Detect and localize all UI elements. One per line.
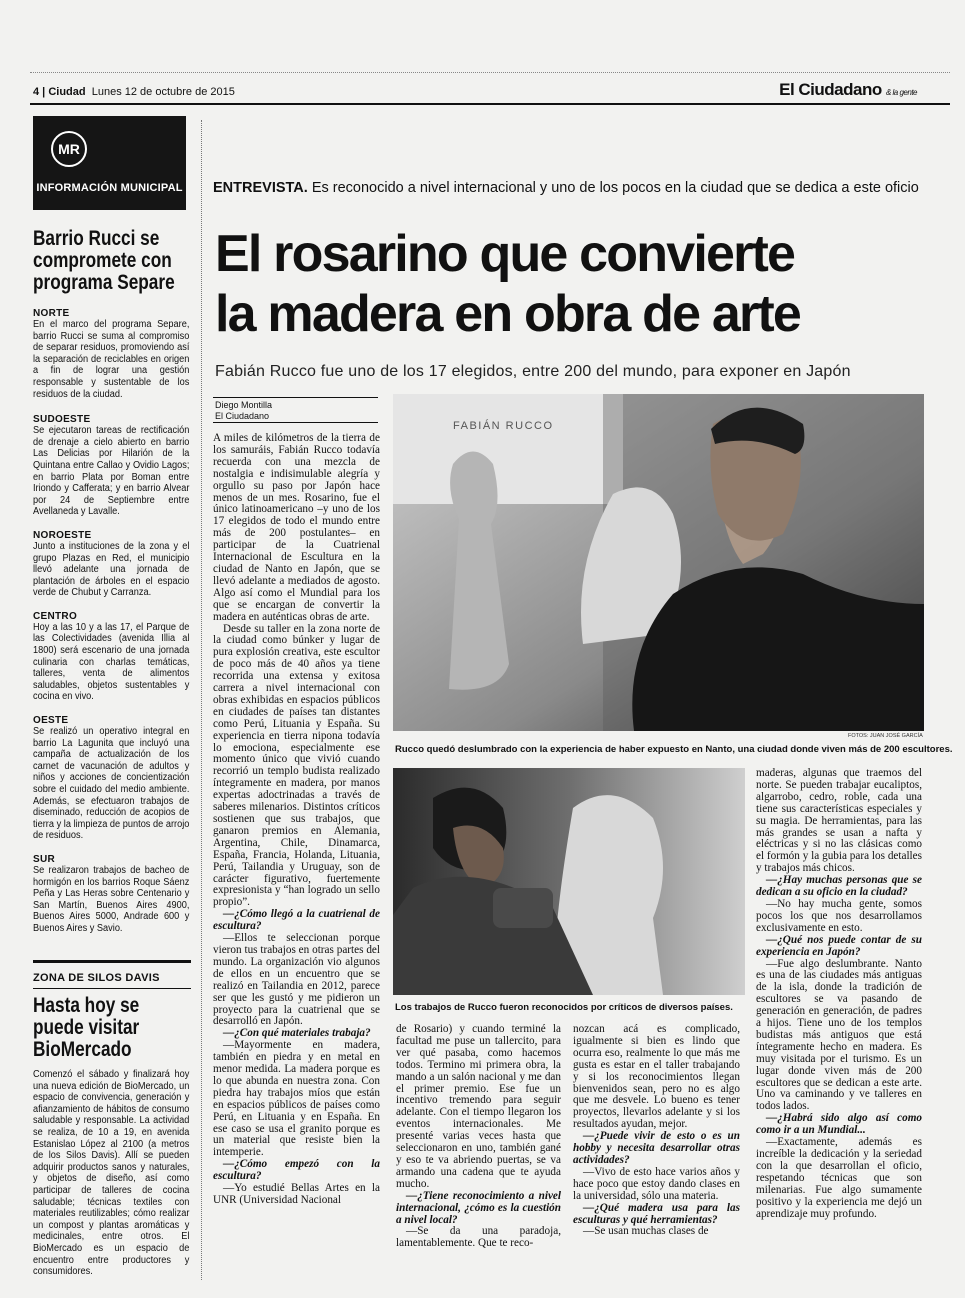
question: —¿Cómo empezó con la escultura?: [213, 1158, 380, 1183]
section-heading: CENTRO: [33, 610, 78, 622]
question: —¿Cómo llegó a la cuatrienal de escultura?: [213, 908, 380, 933]
box2-rule: [33, 960, 191, 963]
byline: [215, 400, 272, 422]
article-column-2: [396, 1024, 561, 1250]
section-text: Se ejecutaron tareas de rectificación de drenaje a cielo abierto en barrio Las Delicias por Hilarión de la Quintana entre Callao y Ovidio Lagos; en barrio Plata por Boman entre Iriondo y Cafferata; y en barrio Alvear por 24 de Septiembre entre Avellaneda y Lavalle.: [33, 425, 190, 518]
paragraph: —Vivo de esto hace varios años y hace poco que estoy dando clases en la universidad, sólo una materia.: [573, 1165, 740, 1202]
brand-name: El Ciudadano: [779, 80, 882, 99]
question: —¿Habrá sido algo así como como ir a un Mundial...: [756, 1112, 922, 1137]
box2-label: ZONA DE SILOS DAVIS: [33, 972, 160, 984]
article-kicker: [213, 180, 919, 196]
box2-divider: [33, 988, 191, 989]
photo-sculptor-portrait: [393, 394, 924, 731]
section-heading: NORTE: [33, 308, 70, 319]
headline-line-2: la madera en obra de arte: [215, 285, 801, 343]
question: —¿Tiene reconocimiento a nivel internacional, ¿cómo es la cuestión a nivel local?: [396, 1189, 561, 1226]
question: —¿Con qué materiales trabaja?: [223, 1027, 371, 1040]
paragraph: —Ellos te seleccionan porque vieron tus trabajos en otras partes del mundo. La organización vio algunos de ellos en un encuentro que se realizó en Tailandia en 2012, parece ser que les gustó y me pidieron un proyecto para la cuatrienal que se desarrolló en Japón.: [213, 932, 380, 1028]
question: —¿Qué madera usa para las esculturas y qué herramientas?: [573, 1201, 740, 1226]
portrait-image: [393, 394, 924, 731]
paragraph: —Fue algo deslumbrante. Nanto es una de las ciudades más antiguas de la isla, donde la tradición de escultores se va pasando de generación en generación, de padres a hijos. Tiene uno de los templos budistas más antiguos que está íntegramente hecho en madera. Es muy visitada por el turismo. Es un lugar donde viven más de 200 escultores que se dedican a este arte. Uno va caminando y ve talleres en todos lados.: [756, 957, 922, 1113]
section-sur: [33, 854, 191, 935]
author-name: Diego Montilla: [215, 400, 273, 410]
section-heading: SUR: [33, 853, 56, 865]
box2-text: Comenzó el sábado y finalizará hoy una nueva edición de BioMercado, un espacio de convivencia, generación y afianzamiento de hábitos de consumo saludable y responsable. La actividad se realiza, de 10 a 19, en avenida Estanislao López al 2100 (a metros de los Silos Davis). Allí se pueden adquirir productos sanos y naturales, y objetos de diseño, así como participar de talleres de cocina saludable; técnicas textiles con materiales reutilizables; cómo realizar un compost y plantas aromáticas y medicinales, entre otros. El BioMercado es un espacio de encuentro entre productores y consumidores.: [33, 1069, 190, 1278]
paragraph: —Exactamente, además es increíble la dedicación y la seriedad con la que desarrollan el oficio, respetando técnicas que son milenarias. Fue algo sumamente positivo y la experiencia me dejó un aprendizaje muy profundo.: [756, 1136, 922, 1220]
article-column-1: [213, 433, 380, 1207]
column-divider: [201, 120, 202, 1280]
working-image: [393, 768, 745, 995]
photo-sculptor-working: [393, 768, 745, 995]
brand-tag: & la gente: [885, 88, 917, 97]
section-text: Junto a instituciones de la zona y el grupo Plazas en Red, el municipio llevó adelante una jornada de plantación de árboles en el espacio verde de Chubut y Carranza.: [33, 540, 190, 599]
mr-logo: MR: [51, 131, 87, 167]
paragraph: —Mayormente en madera, también en piedra y en metal en menor medida. La madera porque es lo que abunda en nuestra zona. Con piedra hay trabajos míos que están en espacios públicos de países como Perú, en Lituania y en España. En ese caso se usa el granito porque es un material que resiste bien la intemperie.: [213, 1039, 380, 1159]
paragraph: —Se usan muchas clases de: [583, 1225, 709, 1238]
paragraph: —Yo estudié Bellas Artes en la UNR (Universidad Nacional: [213, 1182, 380, 1206]
question: —¿Puede vivir de esto o es un hobby y necesita desarrollar otras actividades?: [573, 1130, 740, 1166]
headline-line-1: El rosarino que convierte: [215, 225, 795, 283]
paragraph: —Se da una paradoja, lamentablemente. Que te reco-: [396, 1225, 561, 1250]
sidebar-news: [33, 228, 191, 294]
sidebar-sections: [33, 308, 191, 935]
top-dotted-rule: [30, 72, 950, 73]
page-header: 4 | Ciudad Lunes 12 de octubre de 2015: [33, 86, 235, 98]
paragraph: nozcan acá es complicado, igualmente si bien es lindo que ocurra eso, realmente lo que más me gusta es estar en el taller trabajando y si los reconocimientos llegan bienvenidos sean, pero no es algo que me desvele. Lo bueno es tener proyectos, llevarlos adelante y si los resultados ayudan, mejor.: [573, 1023, 740, 1131]
paragraph: —No hay mucha gente, somos pocos los que nos desarrollamos exclusivamente en esto.: [756, 897, 922, 934]
badge-label: INFORMACIÓN MUNICIPAL: [36, 182, 183, 194]
kicker-label: ENTREVISTA.: [213, 180, 308, 196]
box2-title: Hasta hoy se puede visitar BioMercado: [33, 994, 140, 1061]
section-text: Se realizó un operativo integral en barrio La Lagunita que incluyó una campaña de actualización de los carnet de vacunación de adultos y niños y acciones de concientización sobre el cuidado del medio ambiente. Además, se efectuaron trabajos de diseminado, reducción de acopios de tierra y la limpieza de puntos de arrojo de residuos.: [33, 726, 190, 842]
author-outlet: El Ciudadano: [215, 411, 270, 421]
question: —¿Hay muchas personas que se dedican a su oficio en la ciudad?: [756, 874, 922, 899]
article-subhead: Fabián Rucco fue uno de los 17 elegidos, entre 200 del mundo, para exponer en Japón: [215, 363, 851, 380]
biomercado-box: [33, 972, 191, 1278]
section-oeste: [33, 715, 191, 842]
question: —¿Qué nos puede contar de su experiencia en Japón?: [756, 933, 922, 958]
header-rule: [30, 103, 950, 105]
section-text: Se realizaron trabajos de bacheo de hormigón en los barrios Roque Sáenz Peña y Las Heras sobre Centenario y San Martín, Buenos Aires 4900, Buenos Aires 5000, Andrade 600 y Buenos Aires y Savio.: [33, 864, 190, 934]
section-norte: [33, 308, 191, 400]
article-column-4: [756, 768, 922, 1220]
article-column-3: [573, 1024, 740, 1238]
section-sudoeste: [33, 414, 191, 518]
byline-rule-bottom: [213, 422, 378, 423]
paragraph: maderas, algunas que traemos del norte. Se pueden trabajar eucaliptos, algarrobo, cedro, roble, cada una tiene sus características especiales y su magia. De herramientas, para las más grandes se usan a nafta y eléctricas y si no las clásicas como el formón y la gubia para los detalles y trabajos más chicos.: [756, 767, 922, 875]
sidebar-title: Barrio Rucci se compromete con programa Separe: [33, 227, 175, 294]
paragraph: A miles de kilómetros de la tierra de los samuráis, Fabián Rucco todavía recuerda con una mezcla de nostalgia e indisimulable alegría y orgullo su paso por Japón hace menos de un mes. Rosarino, fue el único latinoamericano –y uno de los 17 elegidos de todo el mundo entre más de 200 postulantes– en participar de la Cuatrienal Internacional de Escultura en la ciudad de Nanto en Japón, que se llevó adelante a mediados de agosto. Algo así como el Mundial para los que se encargan de convertir la madera en auténticas obras de arte.: [213, 432, 380, 623]
page-number: 4: [33, 86, 40, 98]
section-noroeste: [33, 530, 191, 599]
section-heading: SUDOESTE: [33, 414, 91, 426]
issue-date: Lunes 12 de octubre de 2015: [91, 86, 235, 98]
section-heading: OESTE: [33, 715, 69, 727]
section-heading: NOROESTE: [33, 529, 92, 541]
section-centro: [33, 611, 191, 703]
photo1-caption: Rucco quedó deslumbrado con la experiencia de haber expuesto en Nanto, una ciudad donde viven más de 200 escultores.: [395, 744, 953, 755]
article-headline: [215, 224, 935, 344]
section-text: Hoy a las 10 y a las 17, el Parque de las Colectividades (avenida Illia al 1800) será escenario de una jornada culinaria con charlas temáticas, talleres, venta de alimentos saludables, objetos sustentables y cocina en vivo.: [33, 621, 190, 703]
section-text: En el marco del programa Separe, barrio Rucci se suma al compromiso de separar residuos, promoviendo así la separación de reciclables en origen a fin de lograr una gestión responsable y sustentable de los residuos de la ciudad.: [33, 319, 190, 400]
municipal-info-badge: [33, 116, 186, 210]
photo2-caption: Los trabajos de Rucco fueron reconocidos por críticos de diversos países.: [395, 1002, 733, 1013]
paragraph: Desde su taller en la zona norte de la ciudad como búnker y lugar de pura explosión creativa, este escultor de poco más de 40 años ya tiene recorrida una extensa y exitosa carrera a nivel internacional con obras exhibidas en espacios públicos en ciudades de países tan distantes como Perú, Lituania y España. Su experiencia en tierra nipona todavía lo emociona, especialmente ese momento único que vivió cuando recorrió un templo budista realizado íntegramente en madera, por manos expertas adoctrinadas a través de saberes milenarios. Distintos críticos sostienen que sus trabajos, que ganaron premios en Alemania, Argentina, Chile, Dinamarca, España, Francia, Holanda, Lituania, Perú, Tailandia y Uruguay, son de carácter figurativo, fuertemente expresionista y “han logrado un sello propio”.: [213, 622, 380, 909]
byline-rule-top: [213, 397, 378, 398]
photo-credit: FOTOS: JUAN JOSÉ GARCÍA: [848, 733, 923, 739]
paragraph: de Rosario) y cuando terminé la facultad me puse un tallercito, para ver qué pasaba, como hacemos todos. Termino mi primera obra, la mando a un salón nacional y me dan el primer premio. Ese fue un incentivo tremendo para seguir adelante. Con el tiempo llegaron los eventos internacionales. Me presenté varias veces hasta que seleccionaron en uno, también gané y eso te va abriendo puertas, se va armando una cadena que te ayuda mucho.: [396, 1023, 561, 1190]
section-name: Ciudad: [48, 86, 86, 98]
photo-sign: FABIÁN RUCCO: [453, 420, 554, 432]
newspaper-brand: [779, 80, 917, 100]
kicker-text: Es reconocido a nivel internacional y uno de los pocos en la ciudad que se dedica a este oficio: [311, 180, 919, 196]
